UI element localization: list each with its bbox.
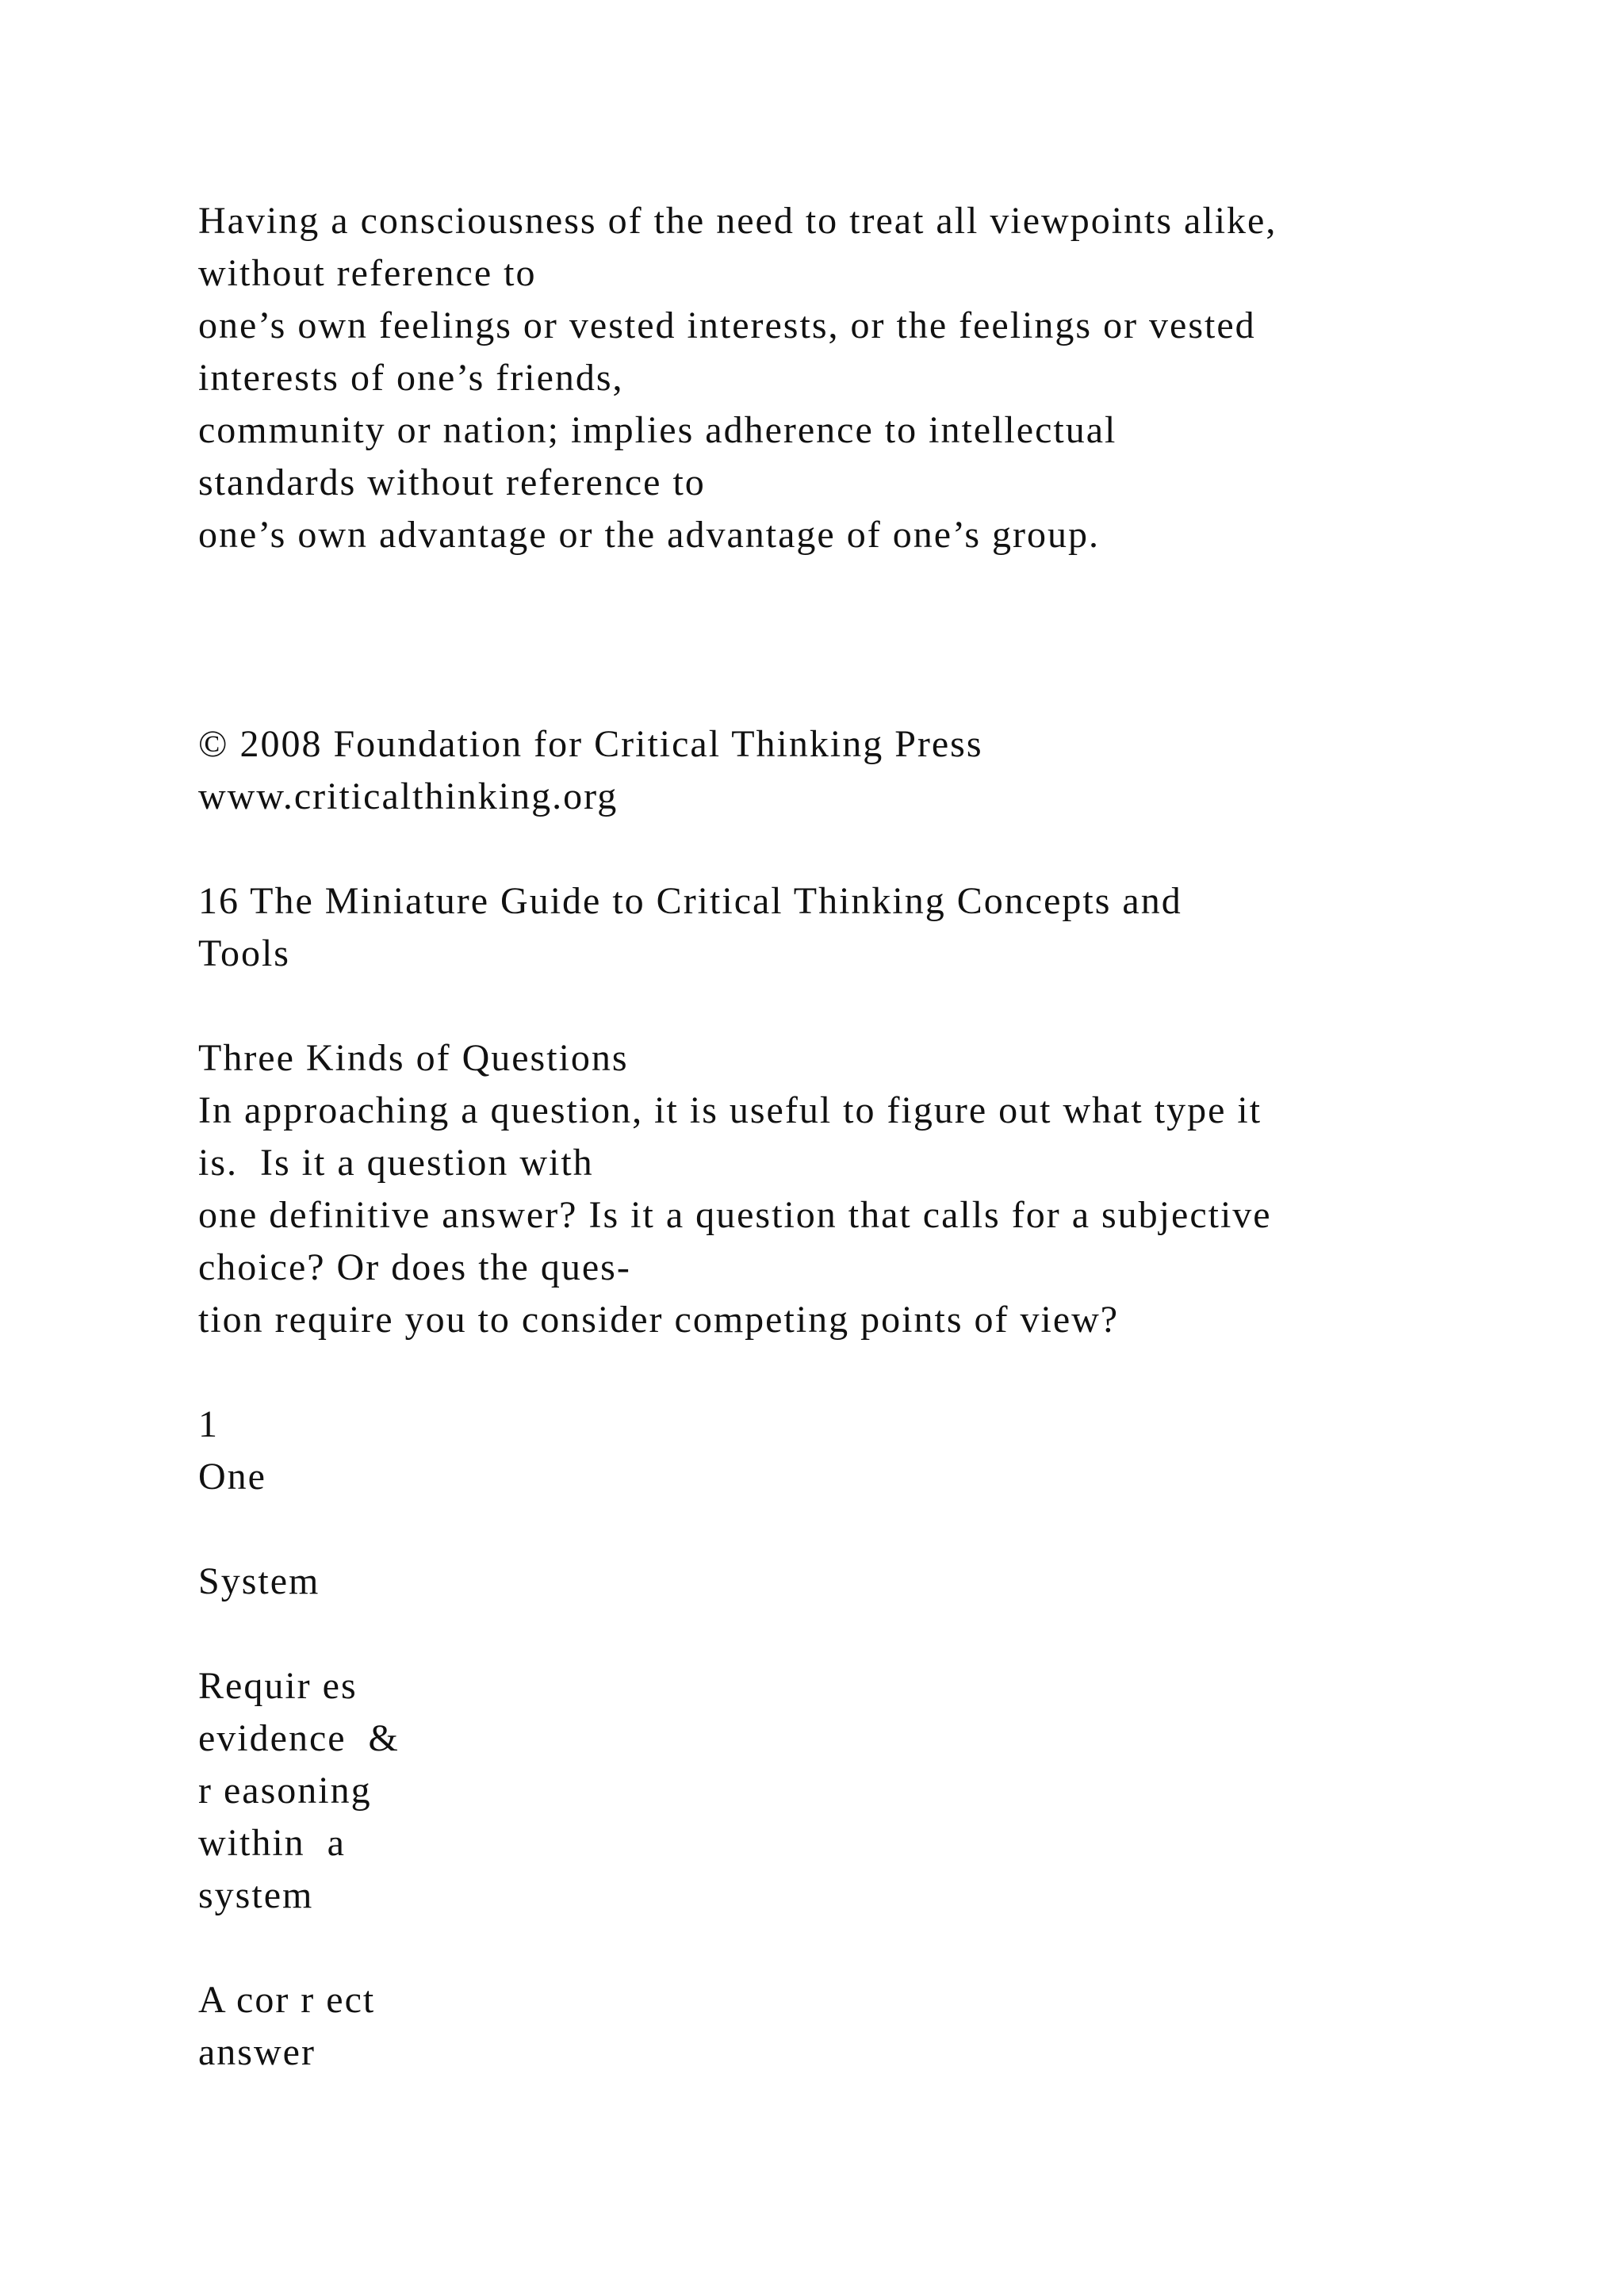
text-line: tion require you to consider competing points of view?: [198, 1299, 1120, 1341]
spacer: [198, 1608, 1546, 1660]
document-body: [198, 195, 1546, 2079]
figure-requires-line: Requir es: [198, 1665, 358, 1707]
figure-text: [198, 1399, 1546, 2079]
spacer: [198, 614, 1546, 666]
text-line: one definitive answer? Is it a question that calls for a subjective: [198, 1194, 1272, 1236]
figure-label: One: [198, 1456, 266, 1498]
text-line: one’s own advantage or the advantage of one’s group.: [198, 514, 1101, 556]
section-heading: Three Kinds of Questions: [198, 1037, 629, 1079]
spacer: [198, 1503, 1546, 1556]
figure-requires-line: within a: [198, 1822, 346, 1864]
copyright-url: www.criticalthinking.org: [198, 775, 619, 817]
figure-requires-line: evidence &: [198, 1717, 400, 1759]
spacer: [198, 666, 1546, 718]
copyright-line: © 2008 Foundation for Critical Thinking Press: [198, 723, 983, 765]
paragraph-fairmindedness: [198, 195, 1546, 561]
spacer: [198, 1922, 1546, 1974]
copyright-notice: [198, 718, 1546, 823]
text-line: community or nation; implies adherence to intellectual: [198, 409, 1117, 451]
figure-requires-line: r easoning: [198, 1770, 372, 1812]
running-header-line: Tools: [198, 932, 290, 974]
running-header: [198, 875, 1546, 980]
spacer: [198, 1346, 1546, 1399]
section-three-kinds-of-questions: [198, 1032, 1546, 1346]
spacer: [198, 561, 1546, 614]
running-header-line: 16 The Miniature Guide to Critical Thinking Concepts and: [198, 880, 1182, 922]
text-line: one’s own feelings or vested interests, or the feelings or vested: [198, 304, 1256, 346]
text-line: choice? Or does the ques-: [198, 1246, 631, 1288]
text-line: without reference to: [198, 252, 537, 294]
text-line: In approaching a question, it is useful to figure out what type it: [198, 1089, 1262, 1131]
figure-number: 1: [198, 1403, 219, 1445]
figure-system: System: [198, 1560, 320, 1602]
figure-requires-line: system: [198, 1874, 314, 1916]
text-line: Having a consciousness of the need to treat all viewpoints alike,: [198, 200, 1277, 242]
text-line: standards without reference to: [198, 461, 706, 503]
text-line: is. Is it a question with: [198, 1142, 594, 1184]
figure-answer-line: A cor r ect: [198, 1979, 376, 2021]
spacer: [198, 823, 1546, 875]
text-line: interests of one’s friends,: [198, 357, 624, 399]
figure-answer-line: answer: [198, 2031, 316, 2073]
spacer: [198, 980, 1546, 1032]
